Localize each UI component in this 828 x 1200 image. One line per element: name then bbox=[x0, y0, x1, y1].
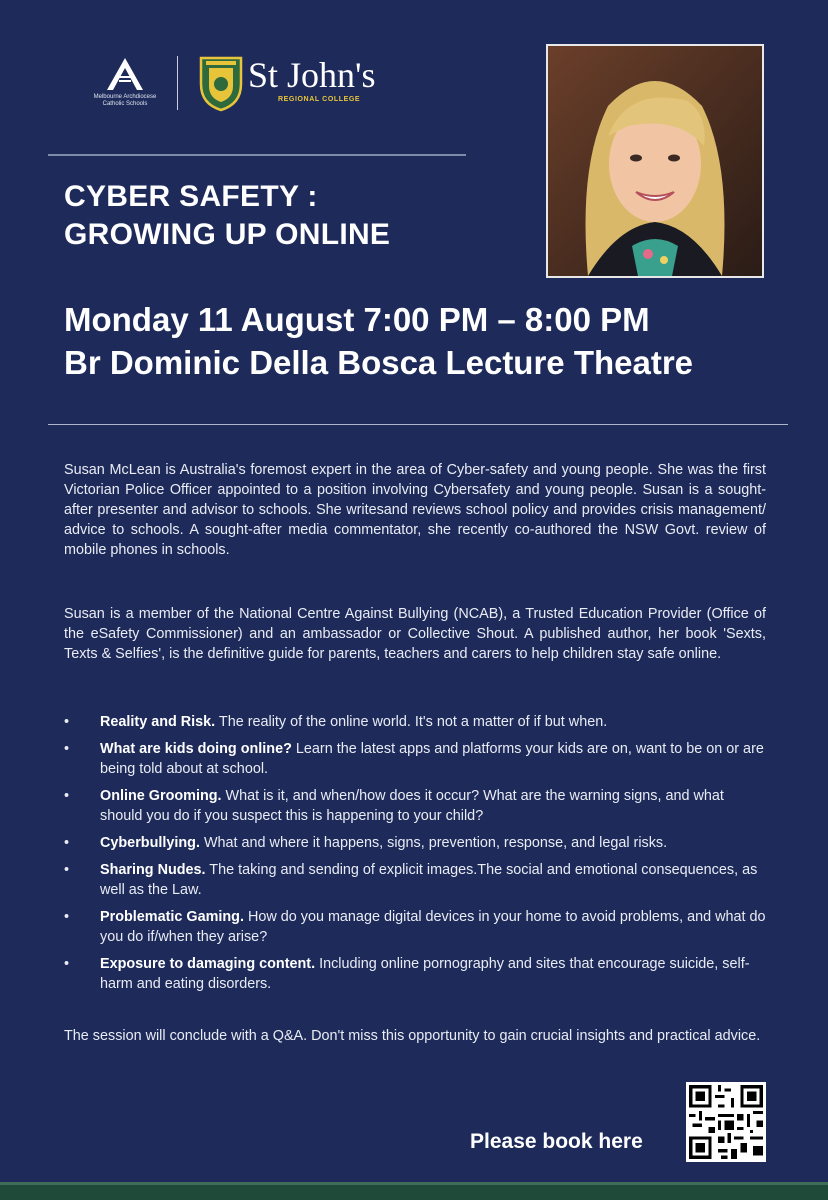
list-item bbox=[64, 954, 766, 994]
list-item bbox=[64, 860, 766, 900]
topic-text: What is it, and when/how does it occur? What are the warning signs, and what should you do if you suspect this is happening to your child? bbox=[100, 788, 724, 824]
topic-text: Including online pornography and sites that encourage suicide, self-harm and eating disorders. bbox=[100, 956, 750, 992]
topic-heading: Cyberbullying. bbox=[100, 835, 200, 851]
event-title bbox=[64, 178, 390, 254]
topic-heading: Online Grooming. bbox=[100, 788, 222, 804]
bullet-icon: • bbox=[64, 909, 70, 925]
header-rule bbox=[48, 154, 466, 156]
bio-paragraph-2: Susan is a member of the National Centre Against Bullying (NCAB), a Trusted Education Provider (Office of the eSafety Commissioner) and an ambassador or Collective Shout. A published author, her book 'Sexts, Texts & Selfies', is the definitive guide for parents, teachers and carers to help children stay safe online. bbox=[64, 606, 766, 662]
event-title-line1: CYBER SAFETY : bbox=[64, 180, 318, 213]
college-sub: REGIONAL COLLEGE bbox=[278, 96, 361, 103]
logo-divider bbox=[177, 56, 178, 110]
list-item bbox=[64, 907, 766, 947]
topic-text: The taking and sending of explicit images.The social and emotional consequences, as well as the Law. bbox=[100, 862, 758, 898]
qr-code-icon bbox=[686, 1082, 766, 1162]
topic-heading: What are kids doing online? bbox=[100, 741, 292, 757]
topic-text: Learn the latest apps and platforms your kids are on, want to be on or are being told about at school. bbox=[100, 741, 764, 777]
bullet-icon: • bbox=[64, 741, 70, 757]
college-name: St John's bbox=[248, 55, 376, 95]
booking-qr[interactable] bbox=[686, 1082, 766, 1162]
topic-list bbox=[64, 712, 766, 1001]
college-crest-icon bbox=[198, 54, 244, 112]
mac-logo-text bbox=[84, 94, 166, 108]
bullet-icon: • bbox=[64, 714, 70, 730]
footer-rule bbox=[0, 1182, 828, 1185]
topic-heading: Exposure to damaging content. bbox=[100, 956, 316, 972]
bullet-icon: • bbox=[64, 835, 70, 851]
list-item bbox=[64, 833, 766, 853]
footer-bar bbox=[0, 1182, 828, 1200]
bio-paragraph-1: Susan McLean is Australia's foremost expert in the area of Cyber-safety and young people. She was the first Victorian Police Officer appointed to a position involving Cybersafety and young people. Susan is a sought-after presenter and advisor to schools. She writesand reviews school policy and provides crisis management/ advice to schools. A sought-after media commentator, she recently co-authored the NSW Govt. review of mobile phones in schools. bbox=[64, 462, 766, 558]
event-datetime: Monday 11 August 7:00 PM – 8:00 PM bbox=[64, 301, 650, 338]
topic-text: How do you manage digital devices in your home to avoid problems, and what do you do if/when they arise? bbox=[100, 909, 766, 945]
closing-paragraph: The session will conclude with a Q&A. Don't miss this opportunity to gain crucial insights and practical advice. bbox=[64, 1028, 761, 1044]
event-venue: Br Dominic Della Bosca Lecture Theatre bbox=[64, 344, 694, 381]
section-rule bbox=[48, 424, 788, 425]
topic-heading: Reality and Risk. bbox=[100, 714, 216, 730]
mac-text-line2: Catholic Schools bbox=[102, 101, 148, 107]
bullet-icon: • bbox=[64, 956, 70, 972]
mac-text-line1: Melbourne Archdiocese bbox=[93, 94, 157, 100]
mac-logo-icon bbox=[103, 56, 147, 92]
list-item bbox=[64, 712, 766, 732]
list-item bbox=[64, 786, 766, 826]
booking-label[interactable]: Please book here bbox=[470, 1130, 643, 1153]
mac-logo bbox=[84, 56, 166, 108]
event-title-line2: GROWING UP ONLINE bbox=[64, 218, 391, 251]
topic-heading: Problematic Gaming. bbox=[100, 909, 244, 925]
topic-text: What and where it happens, signs, prevention, response, and legal risks. bbox=[199, 835, 668, 851]
bullet-icon: • bbox=[64, 862, 70, 878]
speaker-photo bbox=[546, 44, 764, 278]
list-item bbox=[64, 739, 766, 779]
bullet-icon: • bbox=[64, 788, 70, 804]
topic-text: The reality of the online world. It's not a matter of if but when. bbox=[215, 714, 608, 730]
topic-heading: Sharing Nudes. bbox=[100, 862, 206, 878]
